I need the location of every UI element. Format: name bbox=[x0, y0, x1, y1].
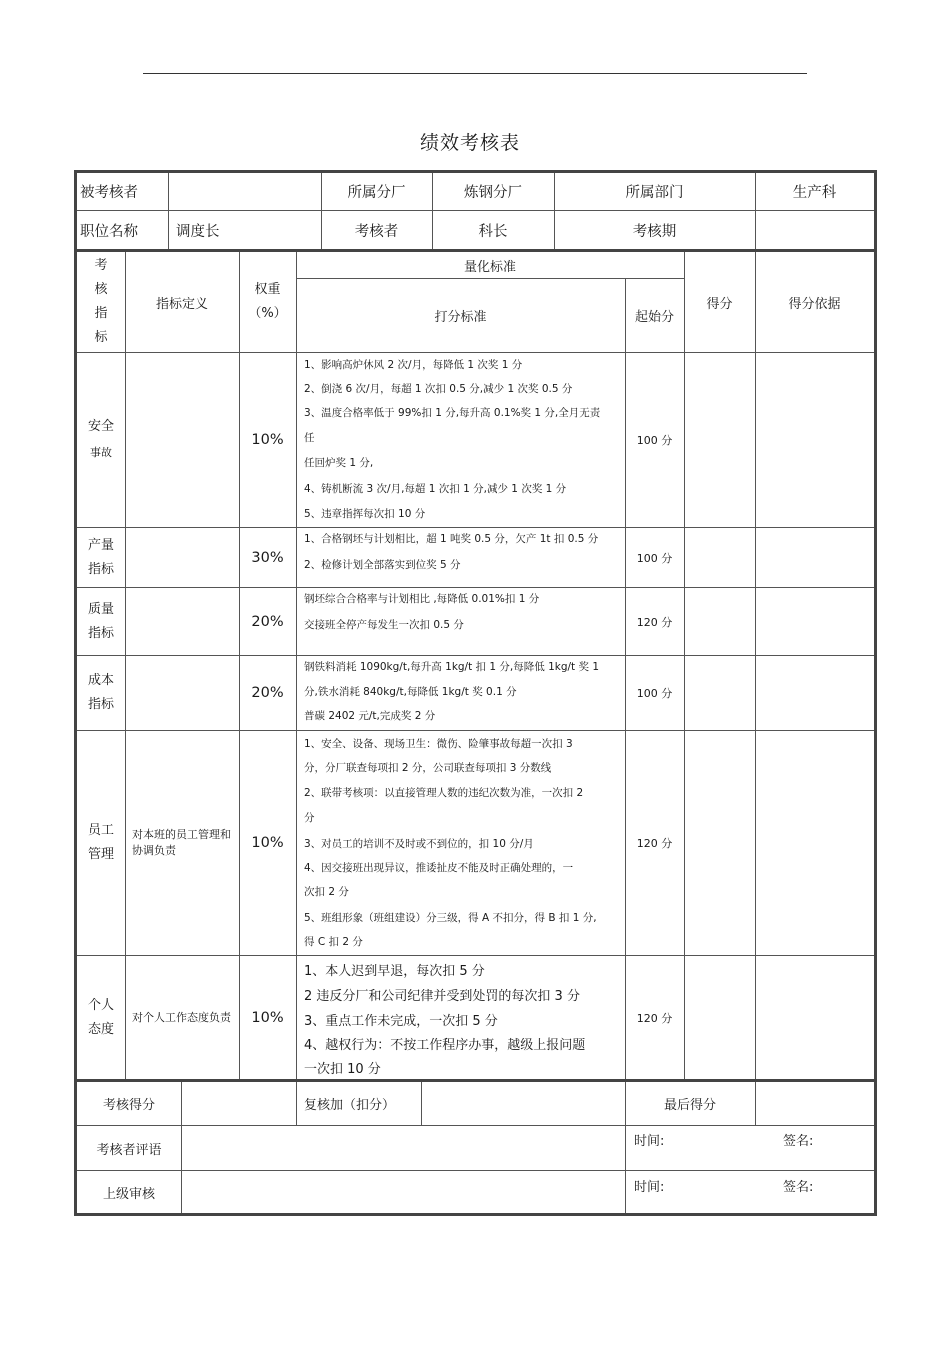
criterion: 2、联带考核项：以直接管理人数的违纪次数为准，一次扣 2 bbox=[304, 787, 584, 799]
criterion: 3、重点工作未完成，一次扣 5 分 bbox=[304, 1014, 498, 1029]
criterion: 2、检修计划全部落实到位奖 5 分 bbox=[304, 559, 461, 571]
evaluatee-field[interactable] bbox=[176, 173, 321, 210]
criterion: 5、班组形象（班组建设）分三级，得 A 不扣分，得 B 扣 1 分, bbox=[304, 912, 597, 924]
row-definition: 对个人工作态度负责 bbox=[132, 1010, 231, 1024]
row-name: 质量 指标 bbox=[87, 601, 114, 641]
grid-line bbox=[168, 173, 169, 249]
header-rule bbox=[143, 73, 807, 74]
row-start: 120 分 bbox=[636, 1011, 673, 1025]
evaluatee-label: 被考核者 bbox=[80, 185, 138, 201]
criterion: 2、倒浇 6 次/月，每超 1 次扣 0.5 分,减少 1 次奖 0.5 分 bbox=[304, 383, 573, 395]
criterion: 分 bbox=[304, 812, 315, 824]
grid-line bbox=[77, 587, 874, 588]
criterion: 分,铁水消耗 840kg/t,每降低 1kg/t 奖 0.1 分 bbox=[304, 686, 517, 698]
period-field[interactable] bbox=[755, 211, 874, 249]
review-field[interactable] bbox=[422, 1082, 625, 1125]
form-title: 绩效考核表 bbox=[419, 132, 520, 154]
row-weight: 30% bbox=[251, 549, 284, 566]
approve-label: 上级审核 bbox=[102, 1186, 155, 1202]
col-quant: 量化标准 bbox=[463, 259, 516, 275]
evaluator-label: 考核者 bbox=[354, 223, 399, 240]
grid-line bbox=[77, 655, 874, 656]
criterion: 3、温度合格率低于 99%扣 1 分,每升高 0.1%奖 1 分,全月无责 bbox=[304, 407, 601, 419]
row-weight: 10% bbox=[251, 432, 284, 448]
row-weight: 20% bbox=[251, 685, 284, 701]
row-start: 120 分 bbox=[636, 615, 673, 629]
grid-line bbox=[77, 352, 874, 353]
row-name: 安全 事故 bbox=[87, 419, 114, 459]
row-weight: 10% bbox=[251, 835, 284, 851]
evaluator-value: 科长 bbox=[478, 223, 508, 240]
row-name: 成本 指标 bbox=[87, 673, 114, 712]
criterion: 钢铁料消耗 1090kg/t,每升高 1kg/t 扣 1 分,每降低 1kg/t 奖 1 bbox=[304, 661, 600, 673]
col-start: 起始分 bbox=[634, 310, 674, 325]
grid-line bbox=[296, 1082, 297, 1125]
col-score: 得分 bbox=[706, 296, 733, 312]
criterion: 4、越权行为：不按工作程序办事，越级上报问题 bbox=[304, 1038, 586, 1053]
grid-line bbox=[77, 527, 874, 528]
criterion: 5、违章指挥每次扣 10 分 bbox=[304, 508, 426, 520]
criterion: 一次扣 10 分 bbox=[304, 1062, 381, 1077]
row-weight: 10% bbox=[251, 1009, 284, 1026]
criterion: 4、铸机断流 3 次/月,每超 1 次扣 1 分,减少 1 次奖 1 分 bbox=[304, 483, 567, 495]
sign-label: 签名: bbox=[783, 1134, 814, 1149]
row-weight: 20% bbox=[251, 613, 284, 630]
review-label: 复核加（扣分） bbox=[304, 1098, 396, 1113]
row-name: 员工 管理 bbox=[87, 823, 114, 862]
col-definition: 指标定义 bbox=[155, 296, 208, 312]
position-label: 职位名称 bbox=[80, 223, 138, 240]
score-label: 考核得分 bbox=[102, 1098, 155, 1113]
position-value: 调度长 bbox=[176, 223, 220, 240]
row-name: 产量 指标 bbox=[87, 537, 114, 577]
approve-field[interactable] bbox=[182, 1171, 625, 1213]
comment-label: 考核者评语 bbox=[96, 1142, 162, 1158]
time-label: 时间: bbox=[634, 1180, 665, 1195]
department-value: 生产科 bbox=[792, 185, 837, 201]
criterion: 交接班全停产每发生一次扣 0.5 分 bbox=[304, 619, 464, 631]
criterion: 任回炉奖 1 分, bbox=[304, 457, 374, 469]
row-start: 120 分 bbox=[636, 837, 673, 850]
criterion: 得 C 扣 2 分 bbox=[304, 936, 363, 948]
criterion: 2 违反分厂和公司纪律并受到处罚的每次扣 3 分 bbox=[304, 989, 580, 1004]
comment-field[interactable] bbox=[182, 1126, 625, 1170]
criterion: 1、合格钢坯与计划相比，超 1 吨奖 0.5 分，欠产 1t 扣 0.5 分 bbox=[304, 533, 599, 545]
criterion: 1、安全、设备、现场卫生：微伤、险肇事故每超一次扣 3 bbox=[304, 738, 573, 750]
score-field[interactable] bbox=[182, 1082, 296, 1125]
criterion: 任 bbox=[304, 432, 315, 444]
criterion: 次扣 2 分 bbox=[304, 886, 349, 898]
final-field[interactable] bbox=[756, 1082, 874, 1125]
row-definition: 对本班的员工管理和协调负责 bbox=[132, 828, 231, 857]
row-start: 100 分 bbox=[636, 687, 673, 700]
col-weight: 权重 （%） bbox=[248, 282, 287, 321]
sign-label: 签名: bbox=[783, 1180, 814, 1195]
row-name: 个人 态度 bbox=[87, 997, 114, 1037]
row-start: 100 分 bbox=[636, 434, 673, 447]
department-label: 所属部门 bbox=[625, 185, 684, 201]
criterion: 1、影响高炉休风 2 次/月，每降低 1 次奖 1 分 bbox=[304, 359, 523, 371]
criterion: 4、因交接班出现异议，推诿扯皮不能及时正确处理的，一 bbox=[304, 862, 574, 874]
col-basis: 得分依据 bbox=[788, 296, 841, 312]
col-indicator: 考 核 指 标 bbox=[94, 258, 108, 345]
row-start: 100 分 bbox=[636, 551, 673, 565]
criterion: 3、对员工的培训不及时或不到位的，扣 10 分/月 bbox=[304, 838, 534, 850]
period-label: 考核期 bbox=[632, 223, 677, 240]
branch-value: 炼钢分厂 bbox=[464, 185, 522, 201]
final-label: 最后得分 bbox=[663, 1098, 716, 1113]
criterion: 分，分厂联查每项扣 2 分，公司联查每项扣 3 分数线 bbox=[304, 762, 552, 774]
criterion: 1、本人迟到早退，每次扣 5 分 bbox=[304, 964, 485, 979]
criterion: 钢坯综合合格率与计划相比 ,每降低 0.01%扣 1 分 bbox=[304, 593, 540, 605]
col-scoring: 打分标准 bbox=[434, 310, 487, 325]
criterion: 普碳 2402 元/t,完成奖 2 分 bbox=[304, 710, 436, 722]
branch-label: 所属分厂 bbox=[347, 185, 406, 201]
time-label: 时间: bbox=[634, 1134, 665, 1149]
